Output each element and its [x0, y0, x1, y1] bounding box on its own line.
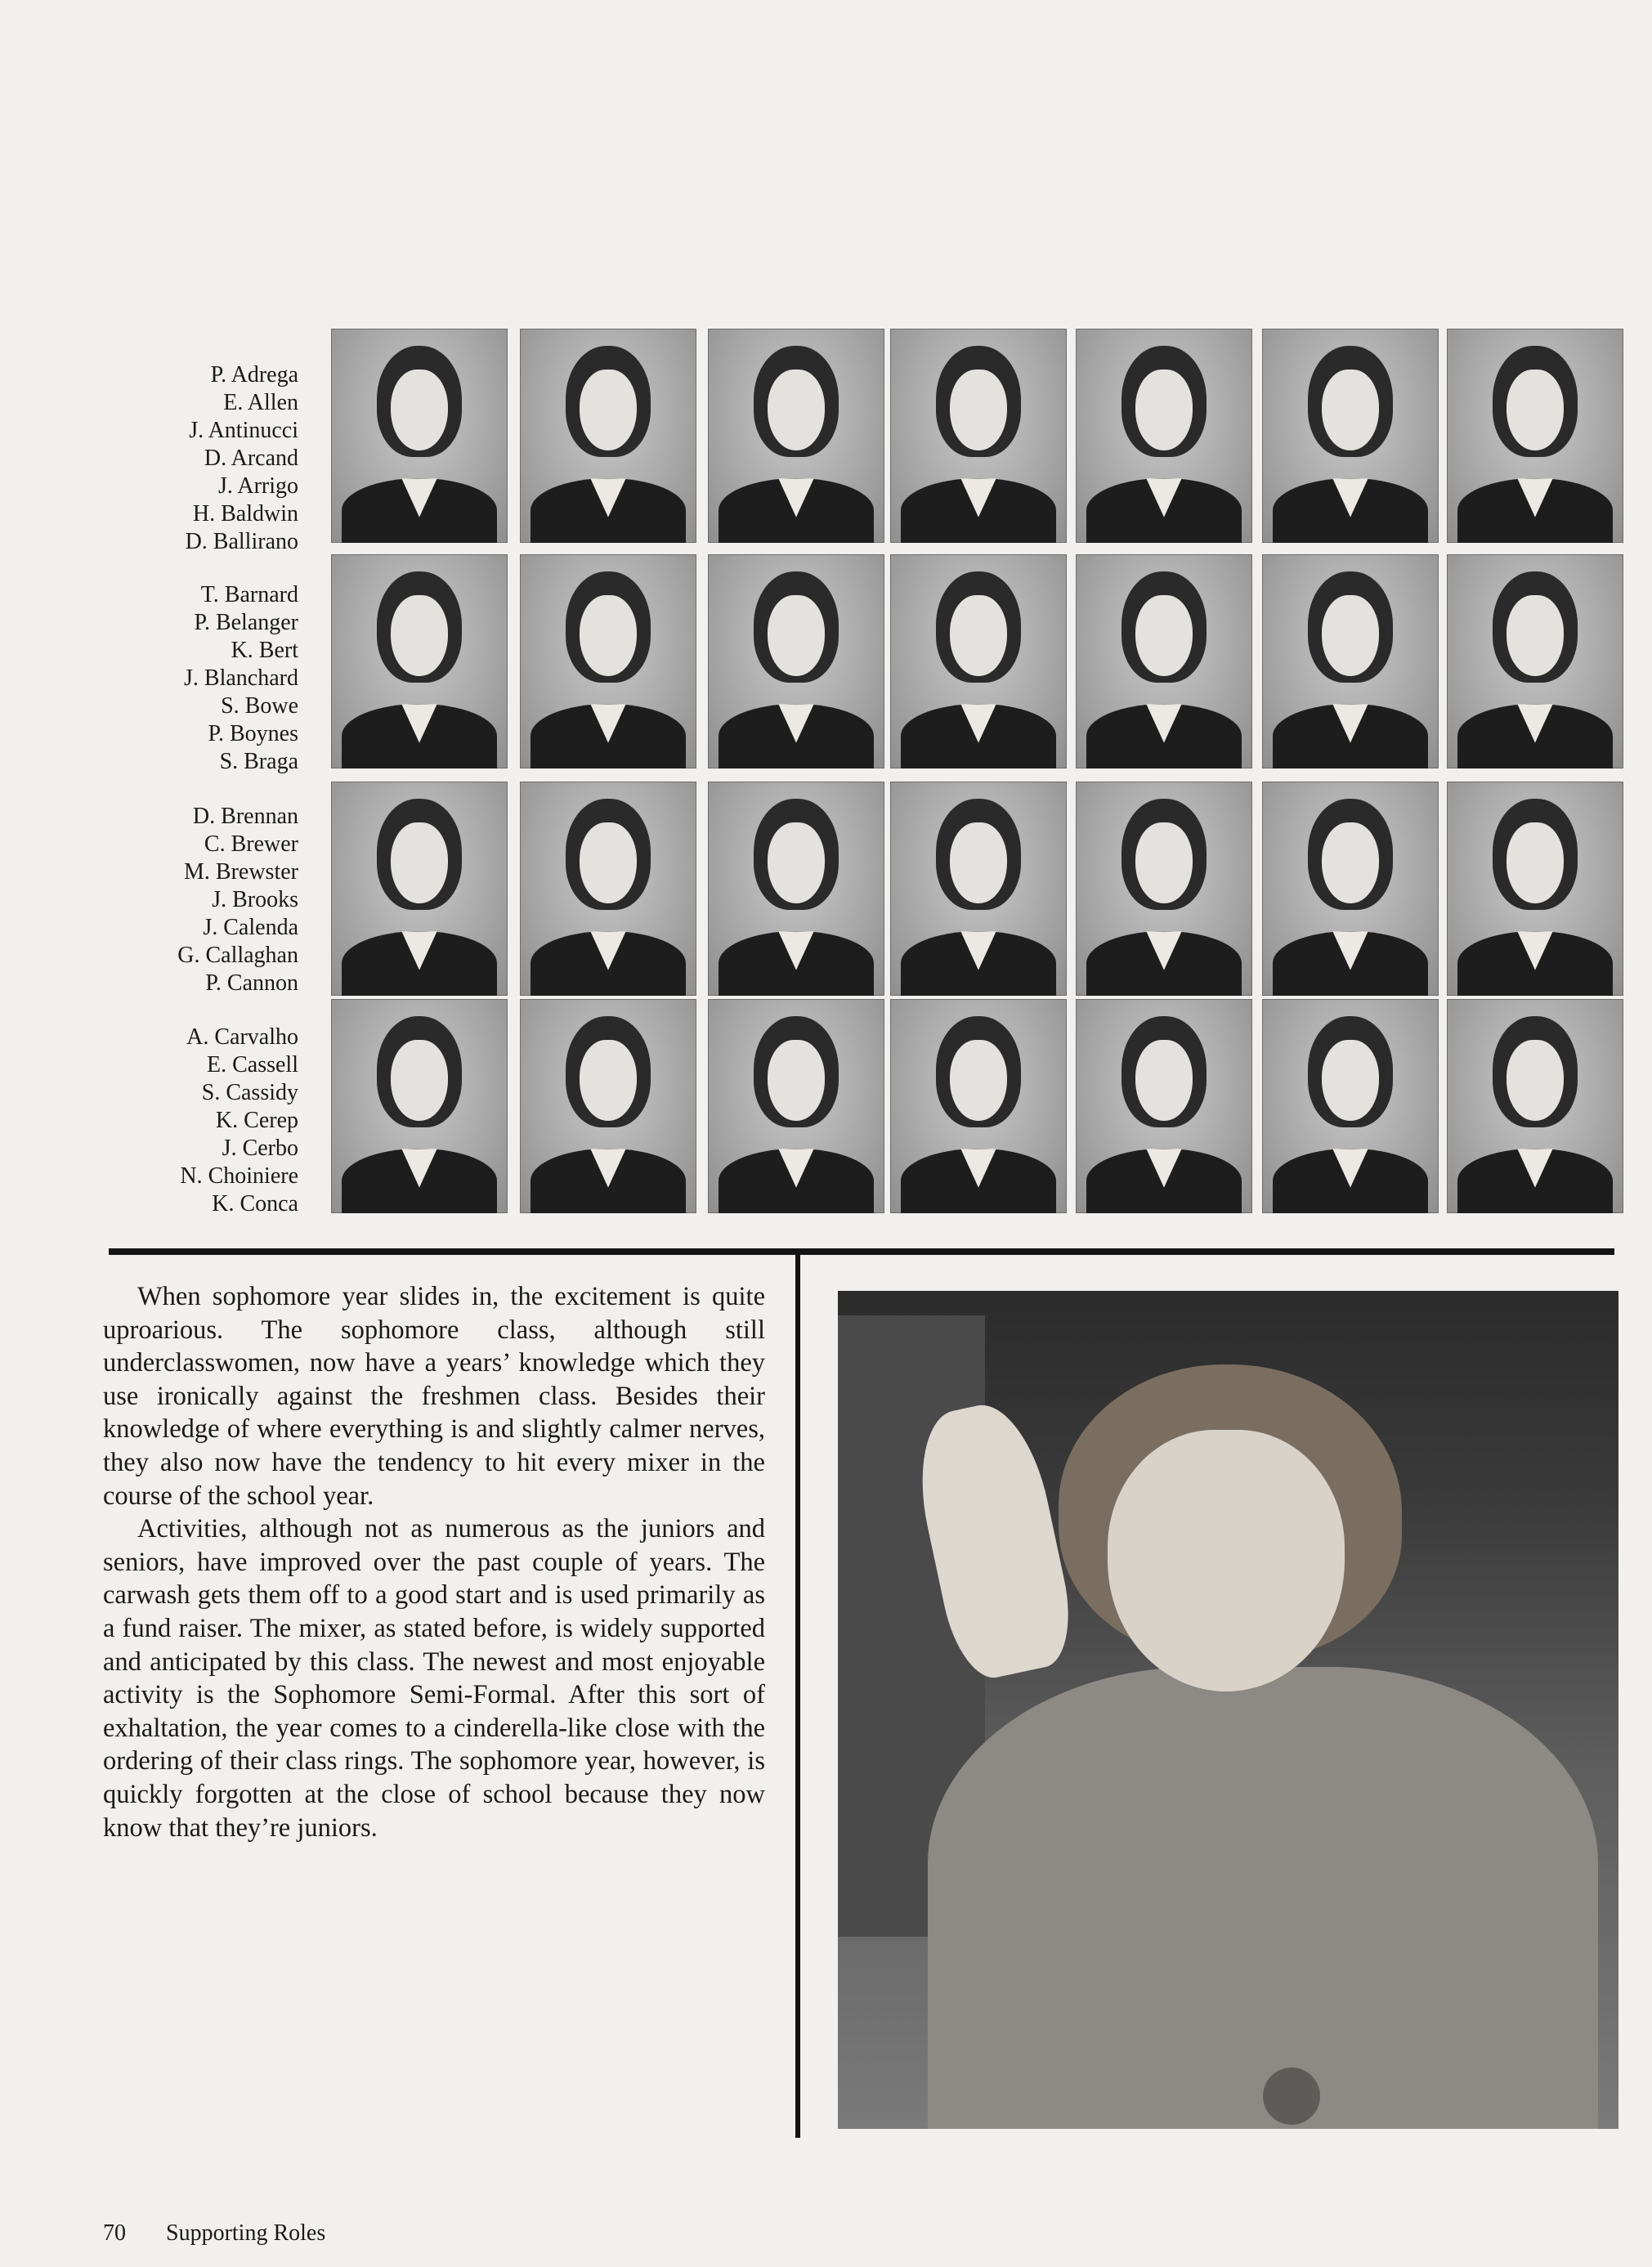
student-name: T. Barnard — [200, 582, 298, 607]
portrait-face — [580, 1040, 636, 1122]
student-name: N. Choiniere — [180, 1163, 298, 1189]
portrait-face — [1135, 370, 1192, 451]
student-portrait — [331, 554, 508, 768]
portrait-face — [1322, 370, 1378, 451]
portrait-face — [768, 595, 824, 677]
student-name: S. Bowe — [221, 693, 298, 719]
student-portrait — [331, 329, 508, 543]
student-name: K. Cerep — [215, 1108, 298, 1133]
student-portrait — [1262, 554, 1439, 768]
student-portrait — [1447, 782, 1623, 996]
student-portrait — [890, 329, 1067, 543]
student-name: P. Boynes — [208, 721, 298, 746]
portrait-face — [1506, 1040, 1563, 1122]
portrait-face — [391, 370, 447, 451]
student-portrait — [1076, 999, 1252, 1213]
student-portrait — [1262, 329, 1439, 543]
portrait-face — [1322, 595, 1378, 677]
student-portrait — [890, 782, 1067, 996]
portrait-face — [1135, 595, 1192, 677]
student-portrait — [1447, 329, 1623, 543]
student-name: D. Ballirano — [185, 529, 298, 554]
student-portrait — [520, 782, 696, 996]
photo-dress — [928, 1667, 1598, 2129]
student-name: S. Braga — [219, 749, 298, 774]
student-name: C. Brewer — [204, 831, 298, 857]
student-portrait — [1447, 999, 1623, 1213]
student-name: J. Calenda — [203, 915, 298, 940]
student-name: G. Callaghan — [177, 943, 298, 968]
portrait-face — [768, 1040, 824, 1122]
student-portrait — [1076, 782, 1252, 996]
article-paragraph-2: Activities, although not as numerous as the juniors and seniors, have improved over the past couple of years. The carwash gets them off to a good start and is used primarily as a fund raiser. The mixer, as stated before, is widely supported and anticipated by this class. The newest and most enjoyable activity is the Sophomore Semi-Formal. After this sort of exhaltation, the year comes to a cinderella-like close with the ordering of their class rings. The sophomore year, however, is quickly forgotten at the close of school because they now know that they’re juniors. — [103, 1514, 765, 1843]
portrait-face — [1322, 1040, 1378, 1122]
student-portrait — [520, 999, 696, 1213]
student-name: P. Adrega — [210, 362, 298, 388]
student-name: M. Brewster — [184, 859, 298, 885]
student-name: S. Cassidy — [201, 1080, 298, 1105]
portrait-face — [391, 1040, 447, 1122]
student-name: H. Baldwin — [192, 501, 298, 526]
portrait-face — [768, 822, 824, 904]
article-paragraph-1: When sophomore year slides in, the excitement is quite uproarious. The sophomore class, although still underclasswomen, now have a years’ knowledge which they use ironically against the freshmen class. Besides their knowledge of where everything is and slightly calmer nerves, they also now have the tendency to hit every mixer in the course of the school year. — [103, 1282, 765, 1511]
student-portrait — [1447, 554, 1623, 768]
portrait-face — [391, 595, 447, 677]
name-list-row-1 — [186, 361, 298, 556]
student-name: E. Cassell — [207, 1052, 298, 1077]
student-portrait — [520, 554, 696, 768]
student-portrait — [708, 329, 884, 543]
article-text — [103, 1280, 765, 1844]
student-name: A. Carvalho — [186, 1024, 298, 1050]
student-name: J. Brooks — [212, 887, 298, 912]
student-portrait — [708, 782, 884, 996]
student-portrait — [520, 329, 696, 543]
student-portrait — [890, 554, 1067, 768]
student-name: E. Allen — [223, 390, 298, 415]
student-portrait — [331, 999, 508, 1213]
portrait-face — [768, 370, 824, 451]
photo-rose-ornament — [1263, 2068, 1320, 2125]
portrait-face — [950, 370, 1006, 451]
horizontal-divider — [109, 1248, 1614, 1255]
feature-photo — [838, 1291, 1618, 2129]
portrait-face — [580, 822, 636, 904]
portrait-face — [391, 822, 447, 904]
student-portrait — [708, 554, 884, 768]
student-portrait — [331, 782, 508, 996]
portrait-face — [950, 595, 1006, 677]
student-portrait — [1262, 999, 1439, 1213]
student-name: P. Cannon — [205, 970, 298, 996]
portrait-face — [950, 1040, 1006, 1122]
name-list-row-3 — [177, 803, 298, 997]
name-list-row-4 — [180, 1024, 298, 1218]
portrait-face — [580, 370, 636, 451]
portrait-face — [1135, 1040, 1192, 1122]
portrait-face — [1322, 822, 1378, 904]
portrait-face — [1506, 595, 1563, 677]
page-number: 70 — [103, 2220, 126, 2246]
portrait-face — [580, 595, 636, 677]
student-name: J. Cerbo — [222, 1136, 298, 1161]
student-portrait — [1262, 782, 1439, 996]
student-name: J. Arrigo — [218, 473, 298, 499]
student-portrait — [1076, 554, 1252, 768]
name-list-row-2 — [184, 581, 298, 776]
vertical-divider — [795, 1255, 800, 2138]
student-name: K. Bert — [231, 638, 298, 663]
photo-face — [1108, 1430, 1345, 1691]
student-name: J. Antinucci — [189, 418, 298, 443]
portrait-face — [1506, 370, 1563, 451]
student-portrait — [890, 999, 1067, 1213]
student-name: J. Blanchard — [184, 665, 298, 691]
portrait-face — [1506, 822, 1563, 904]
student-name: P. Belanger — [194, 610, 298, 635]
student-portrait — [1076, 329, 1252, 543]
student-name: D. Arcand — [204, 446, 298, 471]
portrait-face — [950, 822, 1006, 904]
student-name: D. Brennan — [192, 804, 298, 829]
student-name: K. Conca — [212, 1191, 298, 1216]
portrait-face — [1135, 822, 1192, 904]
student-portrait — [708, 999, 884, 1213]
footer-section-title: Supporting Roles — [166, 2220, 326, 2246]
